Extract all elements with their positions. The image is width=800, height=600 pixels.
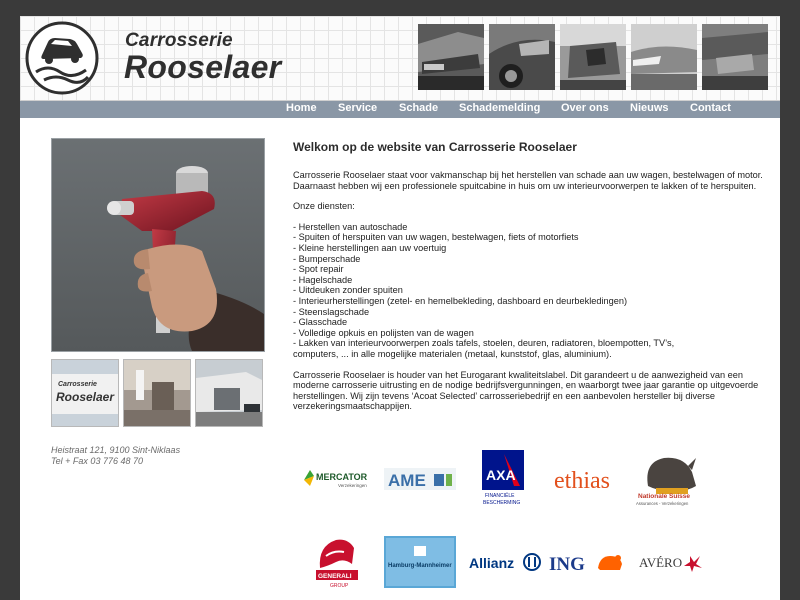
generali-sub: GROUP [330, 583, 349, 589]
closing-paragraph: Carrosserie Rooselaer is houder van het Eurogarant kwaliteitslabel. Dit garandeert u de aanwezigheid van een moderne carrosserie uitrusting en de nodige bedrijfsvergunningen, en waarborgt twee jaar garantie op uitgevoerde herstellingen. Wij zijn tevens ‘Acoat Selected’ carrosseriebedrijf en een aanbevolen hersteller bij diverse verzekeringsmaatschappijen. [293, 369, 759, 412]
header-car-photo-1 [418, 24, 484, 90]
nav-schademelding[interactable]: Schademelding [459, 102, 541, 114]
header-car-photo-4 [631, 24, 697, 90]
partner-logo-mercator[interactable] [302, 466, 372, 492]
mercator-name: MERCATOR [316, 472, 368, 482]
list-item: - Kleine herstellingen aan uw voertuig [293, 242, 447, 253]
thumb-sign-line1: Carrosserie [58, 381, 97, 388]
company-address [51, 445, 180, 467]
partner-logo-nationale-suisse[interactable] [634, 452, 706, 508]
mercator-sub: Verzekeringen [338, 483, 367, 488]
services-list [293, 222, 763, 360]
list-item: - Glasschade [293, 317, 348, 328]
list-item: - Volledige opkuis en polijsten van de wagen [293, 327, 474, 338]
hamburg-name: Hamburg-Mannheimer [388, 563, 452, 569]
list-item: - Lakken van interieurvoorwerpen zoals tafels, stoelen, deuren, radiatoren, bloempotten, TV’s, [293, 338, 675, 349]
thumbnail-workshop-interior[interactable] [123, 359, 191, 427]
amev-name: AME [388, 471, 426, 490]
hero-spray-gun-image [51, 138, 265, 352]
partner-logo-allianz[interactable] [468, 550, 542, 574]
main-content [293, 140, 763, 422]
list-item: - Spot repair [293, 264, 344, 275]
axa-sub2: BESCHERMING [483, 500, 521, 506]
list-item: computers, ... in alle mogelijke materialen (metaal, kunststof, glas, aluminium). [293, 348, 612, 359]
allianz-name: Allianz [469, 555, 515, 571]
ethias-name: ethias [554, 468, 610, 494]
services-heading: Onze diensten: [293, 201, 355, 212]
nav-contact[interactable]: Contact [690, 102, 731, 114]
generali-name: GENERALI [318, 573, 352, 580]
logo-car-icon[interactable] [24, 20, 100, 96]
thumbnail-building[interactable] [195, 359, 263, 427]
axa-sub1: FINANCIËLE [485, 493, 515, 499]
list-item: - Interieurherstellingen (zetel- en hemelbekleding, dashboard en deurbekledingen) [293, 295, 628, 306]
header-car-photo-2 [489, 24, 555, 90]
avero-name: AVÉRO [639, 555, 683, 570]
brand-name-line2: Rooselaer [124, 49, 282, 85]
main-navigation [20, 101, 780, 118]
list-item: - Bumperschade [293, 253, 361, 264]
nationale-suisse-name: Nationale Suisse [638, 493, 691, 500]
list-item: - Herstellen van autoschade [293, 221, 408, 232]
header-car-photo-3 [560, 24, 626, 90]
nav-service[interactable]: Service [338, 102, 378, 114]
list-item: - Hagelschade [293, 274, 353, 285]
brand-name-line1: Carrosserie [125, 30, 233, 51]
partner-logo-hamburg-mannheimer[interactable] [384, 536, 456, 588]
page [20, 16, 780, 600]
intro-paragraph: Carrosserie Rooselaer staat voor vakmanschap bij het herstellen van schade aan uw wagen, bestelwagen of motor. Daarnaast hebben wij een professionele spuitcabine in huis om uw interieurvoorwerpen te lakken of te herspuiten. [293, 170, 763, 191]
list-item: - Spuiten of herspuiten van uw wagen, bestelwagen, fiets of motorfiets [293, 232, 579, 243]
thumb-sign-line2: Rooselaer [56, 390, 115, 404]
nav-schade[interactable]: Schade [399, 102, 439, 114]
partner-logo-generali[interactable] [314, 534, 360, 590]
partner-logo-axa[interactable] [482, 450, 524, 506]
address-phone: Tel + Fax 03 776 48 70 [51, 456, 143, 466]
nationale-suisse-sub: Assurances - Verzekeringen [636, 501, 689, 506]
ing-name: ING [549, 554, 585, 575]
header-car-photo-5 [702, 24, 768, 90]
site-header [20, 16, 780, 101]
address-street: Heistraat 121, 9100 Sint-Niklaas [51, 445, 181, 455]
partner-logo-ethias[interactable] [552, 456, 622, 496]
partner-logo-avero[interactable] [638, 550, 704, 574]
page-title: Welkom op de website van Carrosserie Rooselaer [293, 140, 577, 154]
partner-logo-ing[interactable] [548, 548, 626, 576]
partner-logo-amev[interactable] [384, 466, 456, 492]
nav-nieuws[interactable]: Nieuws [630, 102, 669, 114]
nav-over-ons[interactable]: Over ons [561, 102, 609, 114]
list-item: - Uitdeuken zonder spuiten [293, 285, 403, 296]
list-item: - Steenslagschade [293, 306, 370, 317]
axa-name: AXA [486, 467, 516, 483]
thumbnail-signboard[interactable] [51, 359, 119, 427]
nav-home[interactable]: Home [286, 102, 317, 114]
